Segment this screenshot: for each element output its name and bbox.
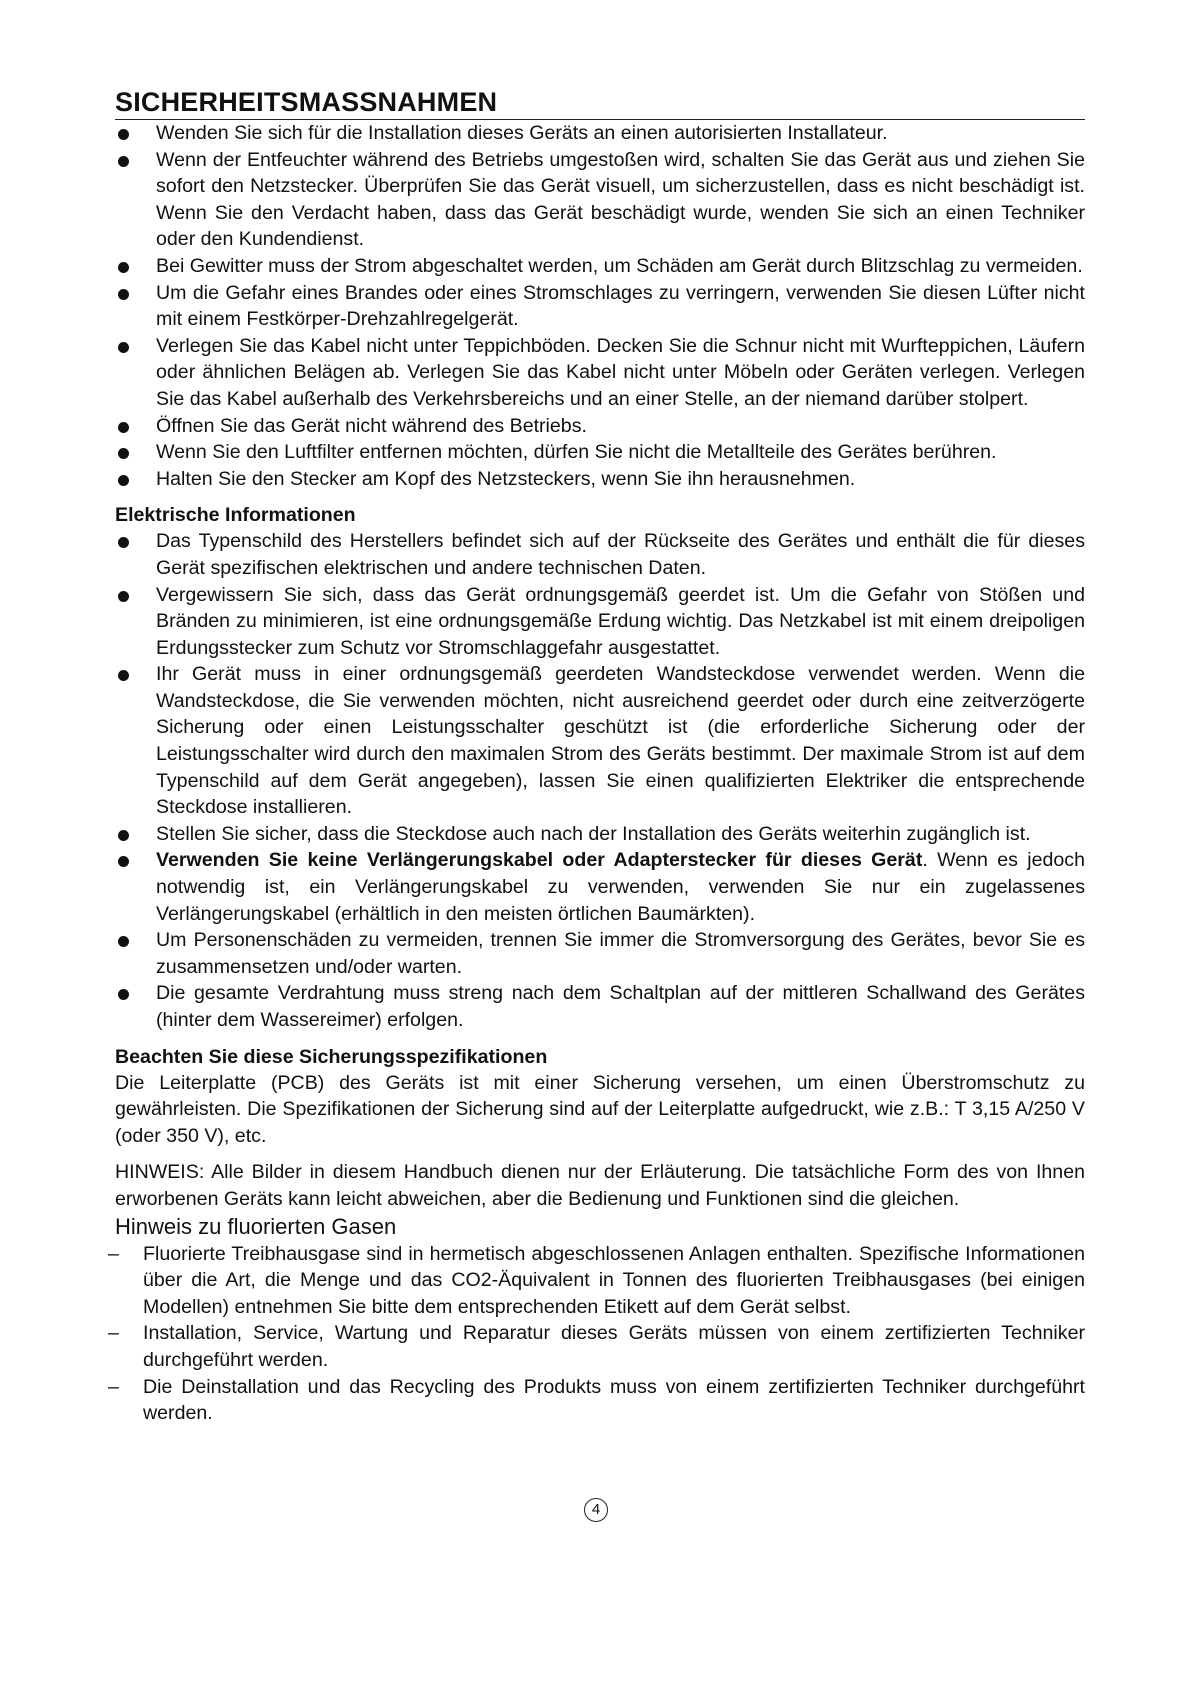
list-item: – Fluorierte Treibhausgase sind in hermetisch abgeschlossenen Anlagen enthalten. Spezifische Informationen über die Art, die Menge und das CO2-Äquivalent in Tonnen des fluorierten Treibhausgases (bei einigen Modellen) entnehmen Sie bitte dem entsprechenden Etikett auf dem Gerät selbst. <box>115 1241 1085 1321</box>
list-item <box>115 847 1085 927</box>
list-item: Verlegen Sie das Kabel nicht unter Teppichböden. Decken Sie die Schnur nicht mit Wurfteppichen, Läufern oder ähnlichen Belägen ab. Verlegen Sie das Kabel nicht unter Möbeln oder Geräten verlegen. Verlegen Sie das Kabel außerhalb des Verkehrsbereichs und an einer Stelle, an der niemand darüber stolpert. <box>115 333 1085 413</box>
list-item: Wenn der Entfeuchter während des Betriebs umgestoßen wird, schalten Sie das Gerät aus und ziehen Sie sofort den Netzstecker. Überprüfen Sie das Gerät visuell, um sicherzustellen, dass es nicht beschädigt ist. Wenn Sie den Verdacht haben, dass das Gerät beschädigt wurde, wenden Sie sich an einen Techniker oder den Kundendienst. <box>115 147 1085 253</box>
page-title: SICHERHEITSMASSNAHMEN <box>115 86 1085 120</box>
list-item: Das Typenschild des Herstellers befindet sich auf der Rückseite des Gerätes und enthält die für dieses Gerät spezifischen elektrischen und andere technischen Daten. <box>115 528 1085 581</box>
list-item: Um die Gefahr eines Brandes oder eines Stromschlages zu verringern, verwenden Sie diesen Lüfter nicht mit einem Festkörper-Drehzahlregelgerät. <box>115 280 1085 333</box>
safety-list <box>115 120 1085 492</box>
list-item: Wenn Sie den Luftfilter entfernen möchten, dürfen Sie nicht die Metallteile des Gerätes berühren. <box>115 439 1085 466</box>
list-item: – Die Deinstallation und das Recycling des Produkts muss von einem zertifizierten Techniker durchgeführt werden. <box>115 1374 1085 1427</box>
warning-rest: . Wenn es jedoch notwendig ist, ein Verlängerungskabel zu verwenden, verwenden Sie nur ein zugelassenes Verlängerungskabel (erhältlich in den meisten örtlichen Baumärkten). <box>156 849 1085 925</box>
page-number: 4 <box>584 1498 608 1522</box>
list-item: Bei Gewitter muss der Strom abgeschaltet werden, um Schäden am Gerät durch Blitzschlag zu vermeiden. <box>115 253 1085 280</box>
list-item: Stellen Sie sicher, dass die Steckdose auch nach der Installation des Geräts weiterhin zugänglich ist. <box>115 821 1085 848</box>
gases-heading: Hinweis zu fluorierten Gasen <box>115 1213 397 1239</box>
list-item: Ihr Gerät muss in einer ordnungsgemäß geerdeten Wandsteckdose verwendet werden. Wenn die Wandsteckdose, die Sie verwenden möchten, nicht ausreichend geerdet oder durch eine zeitverzögerte Sicherung oder einen Leistungsschalter geschützt ist (die erforderliche Sicherung oder der Leistungsschalter wird durch den maximalen Strom des Geräts bestimmt. Der maximale Strom ist auf dem Typenschild auf dem Gerät angegeben), lassen Sie einen qualifizierten Elektriker die entsprechende Steckdose installieren. <box>115 661 1085 821</box>
gases-list <box>115 1241 1085 1427</box>
fuse-heading: Beachten Sie diese Sicherungsspezifikationen <box>115 1045 548 1068</box>
list-item: Öffnen Sie das Gerät nicht während des Betriebs. <box>115 413 1085 440</box>
list-item: Vergewissern Sie sich, dass das Gerät ordnungsgemäß geerdet ist. Um die Gefahr von Stößen und Bränden zu minimieren, ist eine ordnungsgemäße Erdung wichtig. Das Netzkabel ist mit einem dreipoligen Erdungsstecker zum Schutz vor Stromschlaggefahr ausgestattet. <box>115 582 1085 662</box>
list-item: Halten Sie den Stecker am Kopf des Netzsteckers, wenn Sie ihn herausnehmen. <box>115 466 1085 493</box>
list-item: Um Personenschäden zu vermeiden, trennen Sie immer die Stromversorgung des Gerätes, bevor Sie es zusammensetzen und/oder warten. <box>115 927 1085 980</box>
list-item: Wenden Sie sich für die Installation dieses Geräts an einen autorisierten Installateur. <box>115 120 1085 147</box>
electrical-heading: Elektrische Informationen <box>115 504 356 527</box>
document-page <box>115 86 1085 1427</box>
fuse-text: Die Leiterplatte (PCB) des Geräts ist mit einer Sicherung versehen, um einen Überstromschutz zu gewährleisten. Die Spezifikationen der Sicherung sind auf der Leiterplatte aufgedruckt, wie z.B.: T 3,15 A/250 V (oder 350 V), etc. <box>115 1071 1085 1147</box>
bold-warning: Verwenden Sie keine Verlängerungskabel oder Adapterstecker für dieses Gerät <box>156 849 923 872</box>
electrical-list <box>115 528 1085 1033</box>
list-item: Die gesamte Verdrahtung muss streng nach dem Schaltplan auf der mittleren Schallwand des Gerätes (hinter dem Wassereimer) erfolgen. <box>115 980 1085 1033</box>
note-text: HINWEIS: Alle Bilder in diesem Handbuch dienen nur der Erläuterung. Die tatsächliche Form des von Ihnen erworbenen Geräts kann leicht abweichen, aber die Bedienung und Funktionen sind die gleichen. <box>115 1161 1085 1210</box>
page-footer <box>0 1494 1192 1522</box>
list-item: – Installation, Service, Wartung und Reparatur dieses Geräts müssen von einem zertifizierten Techniker durchgeführt werden. <box>115 1320 1085 1373</box>
